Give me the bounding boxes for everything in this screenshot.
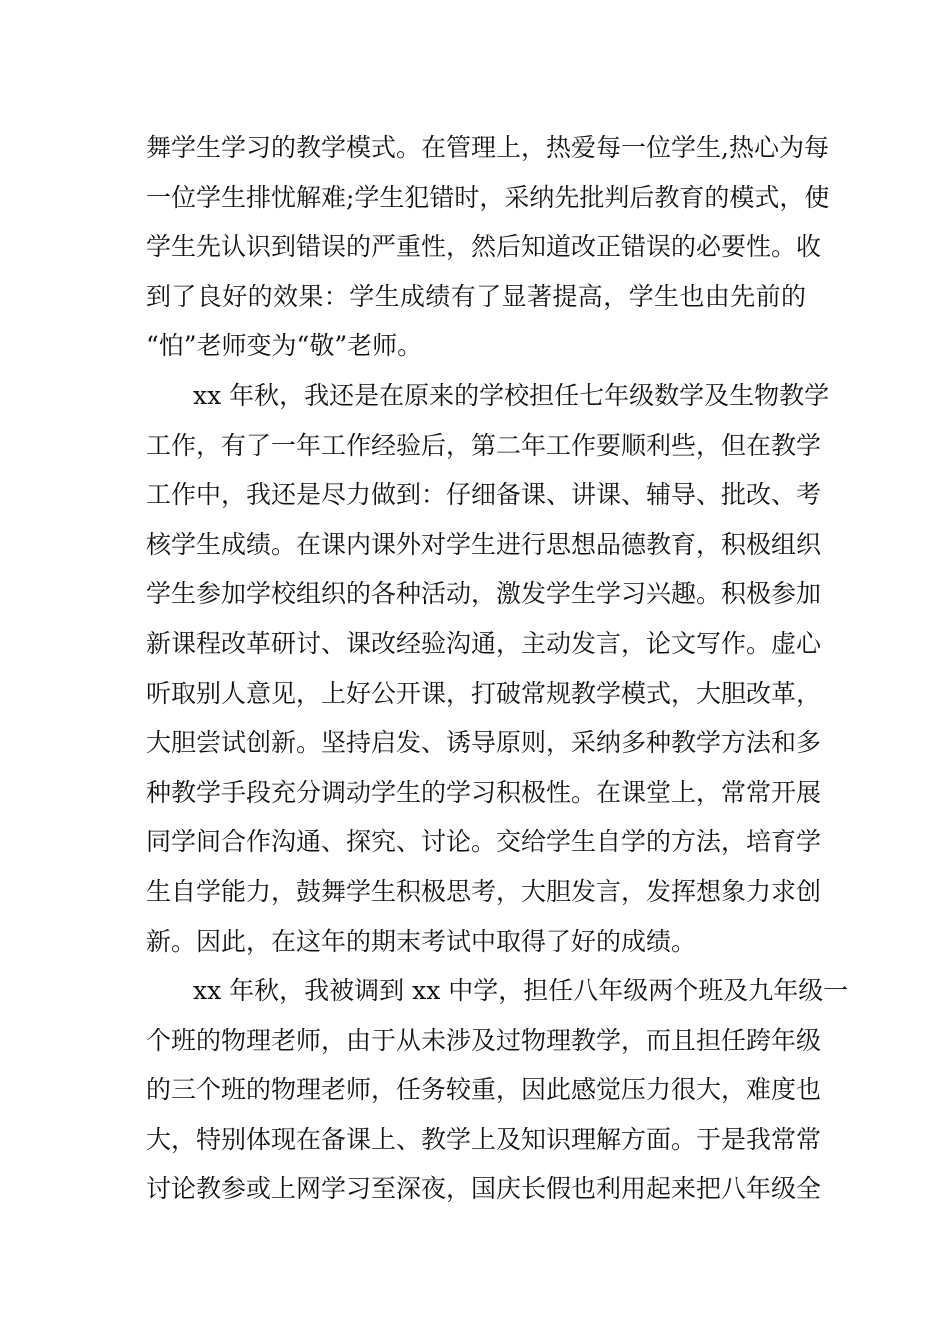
paragraph bbox=[146, 966, 849, 1214]
text-line: 到了良好的效果：学生成绩有了显著提高，学生也由先前的 bbox=[146, 281, 806, 311]
text-line: 学生参加学校组织的各种活动，激发学生学习兴趣。积极参加 bbox=[146, 579, 822, 609]
text-line: xx 年秋，我还是在原来的学校担任七年级数学及生物教学 bbox=[193, 380, 830, 410]
text-line: 生自学能力，鼓舞学生积极思考，大胆发言，发挥想象力求创 bbox=[146, 876, 822, 906]
text-line: 个班的物理老师，由于从未涉及过物理教学，而且担任跨年级 bbox=[146, 1025, 822, 1055]
text-line: 核学生成绩。在课内课外对学生进行思想品德教育，积极组织 bbox=[146, 529, 822, 559]
text-line: 工作，有了一年工作经验后，第二年工作要顺利些，但在教学 bbox=[146, 430, 822, 460]
text-line: 的三个班的物理老师，任务较重，因此感觉压力很大，难度也 bbox=[146, 1075, 822, 1105]
paragraph bbox=[146, 123, 830, 371]
text-line: 新。因此，在这年的期末考试中取得了好的成绩。 bbox=[146, 926, 697, 956]
text-line: 舞学生学习的教学模式。在管理上，热爱每一位学生,热心为每 bbox=[146, 133, 829, 162]
text-line: 讨论教参或上网学习至深夜，国庆长假也利用起来把八年级全 bbox=[146, 1174, 822, 1204]
text-line: “怕”老师变为“敬”老师。 bbox=[146, 331, 423, 361]
text-line: 同学间合作沟通、探究、讨论。交给学生自学的方法，培育学 bbox=[146, 827, 822, 857]
text-line: 大胆尝试创新。坚持启发、诱导原则，采纳多种教学方法和多 bbox=[146, 728, 822, 758]
document-body bbox=[146, 123, 849, 1214]
text-line: 种教学手段充分调动学生的学习积极性。在课堂上，常常开展 bbox=[146, 777, 822, 807]
text-line: 新课程改革研讨、课改经验沟通，主动发言，论文写作。虚心 bbox=[146, 628, 822, 658]
text-line: 听取别人意见，上好公开课，打破常规教学模式，大胆改革， bbox=[146, 678, 822, 708]
text-line: 一位学生排忧解难;学生犯错时，采纳先批判后教育的模式，使 bbox=[146, 182, 830, 212]
text-line: 工作中，我还是尽力做到：仔细备课、讲课、辅导、批改、考 bbox=[146, 480, 822, 510]
text-line: 大，特别体现在备课上、教学上及知识理解方面。于是我常常 bbox=[146, 1124, 822, 1154]
text-line: xx 年秋，我被调到 xx 中学，担任八年级两个班及九年级一 bbox=[193, 976, 849, 1006]
text-line: 学生先认识到错误的严重性，然后知道改正错误的必要性。收 bbox=[146, 232, 822, 262]
paragraph bbox=[146, 371, 830, 966]
